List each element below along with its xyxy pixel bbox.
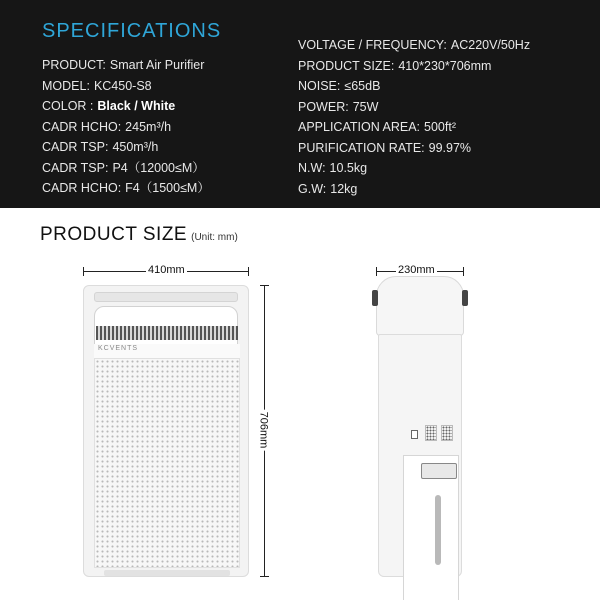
spec-value: KC450-S8 xyxy=(93,78,152,93)
dimension-tick xyxy=(463,267,464,276)
spec-value: F4（1500≤M） xyxy=(125,181,210,195)
brand-logo: KCVENTS xyxy=(98,345,139,352)
spec-value: 500ft² xyxy=(424,120,456,134)
side-door-handle xyxy=(421,463,457,479)
specifications-panel xyxy=(0,0,600,208)
spec-purification-rate xyxy=(298,138,530,159)
spec-label: CADR HCHO: xyxy=(42,181,122,195)
spec-label: NOISE: xyxy=(298,79,341,93)
spec-value: 450m³/h xyxy=(112,140,159,154)
product-size-heading xyxy=(40,224,238,246)
spec-product-size xyxy=(298,56,530,77)
spec-label: CADR TSP: xyxy=(42,140,109,154)
spec-value: AC220V/50Hz xyxy=(450,38,531,52)
spec-value: Smart Air Purifier xyxy=(109,58,205,72)
side-handle-clip-left xyxy=(372,290,378,306)
spec-label: APPLICATION AREA: xyxy=(298,120,421,134)
dimension-tick xyxy=(260,576,269,577)
spec-value: P4（12000≤M） xyxy=(112,160,205,175)
spec-label: VOLTAGE / FREQUENCY: xyxy=(298,38,447,52)
spec-value: Black / White xyxy=(97,99,176,113)
spec-cadr-tsp xyxy=(42,137,210,158)
spec-value: 12kg xyxy=(330,181,358,196)
purifier-front-view xyxy=(83,285,249,577)
spec-label: N.W: xyxy=(298,161,326,175)
dimension-tick xyxy=(376,267,377,276)
spec-list-right xyxy=(298,35,530,199)
spec-label: PRODUCT: xyxy=(42,58,106,72)
dimension-tick xyxy=(248,267,249,276)
product-size-title: PRODUCT SIZE xyxy=(40,224,188,245)
side-window-slot xyxy=(435,495,441,565)
spec-value: 245m³/h xyxy=(125,119,172,134)
side-width-label: 230mm xyxy=(398,264,435,276)
dimension-tick xyxy=(260,285,269,286)
spec-label: MODEL: xyxy=(42,78,90,93)
side-sensor-grid-icon xyxy=(441,425,453,441)
spec-label: G.W: xyxy=(298,181,327,196)
spec-label: CADR HCHO: xyxy=(42,119,122,134)
spec-cadr-tsp-grade xyxy=(42,158,210,179)
spec-value: 75W xyxy=(352,99,379,114)
front-width-label: 410mm xyxy=(148,264,185,276)
spec-label: COLOR : xyxy=(42,99,94,113)
side-port-icon xyxy=(411,430,418,439)
spec-value: 10.5kg xyxy=(329,161,368,175)
height-label: 706mm xyxy=(257,411,270,449)
spec-color xyxy=(42,96,210,117)
front-top-rim xyxy=(94,292,238,302)
spec-value: 410*230*706mm xyxy=(398,58,492,73)
spec-label: PRODUCT SIZE: xyxy=(298,58,395,73)
front-base xyxy=(104,570,230,576)
product-size-unit: (Unit: mm) xyxy=(191,232,238,243)
spec-label: POWER: xyxy=(298,99,349,114)
spec-cadr-hcho-grade xyxy=(42,178,210,199)
side-top-section xyxy=(376,276,464,336)
spec-application-area xyxy=(298,117,530,138)
side-body xyxy=(378,334,462,577)
spec-voltage xyxy=(298,35,530,56)
specifications-title: SPECIFICATIONS xyxy=(42,20,222,42)
front-perforated-panel xyxy=(94,358,240,568)
spec-gross-weight xyxy=(298,179,530,200)
spec-noise xyxy=(298,76,530,97)
spec-cadr-hcho xyxy=(42,117,210,138)
spec-list-left xyxy=(42,55,210,199)
spec-product xyxy=(42,55,210,76)
spec-label: PURIFICATION RATE: xyxy=(298,140,425,155)
spec-value: 99.97% xyxy=(428,140,472,155)
spec-power xyxy=(298,97,530,118)
spec-net-weight xyxy=(298,158,530,179)
side-sensor-grid-icon xyxy=(425,425,437,441)
spec-value: ≤65dB xyxy=(344,79,381,93)
purifier-side-view xyxy=(376,276,464,577)
dimension-tick xyxy=(83,267,84,276)
front-air-outlet-grill xyxy=(96,326,238,340)
spec-label: CADR TSP: xyxy=(42,160,109,175)
spec-model xyxy=(42,76,210,97)
side-handle-clip-right xyxy=(462,290,468,306)
